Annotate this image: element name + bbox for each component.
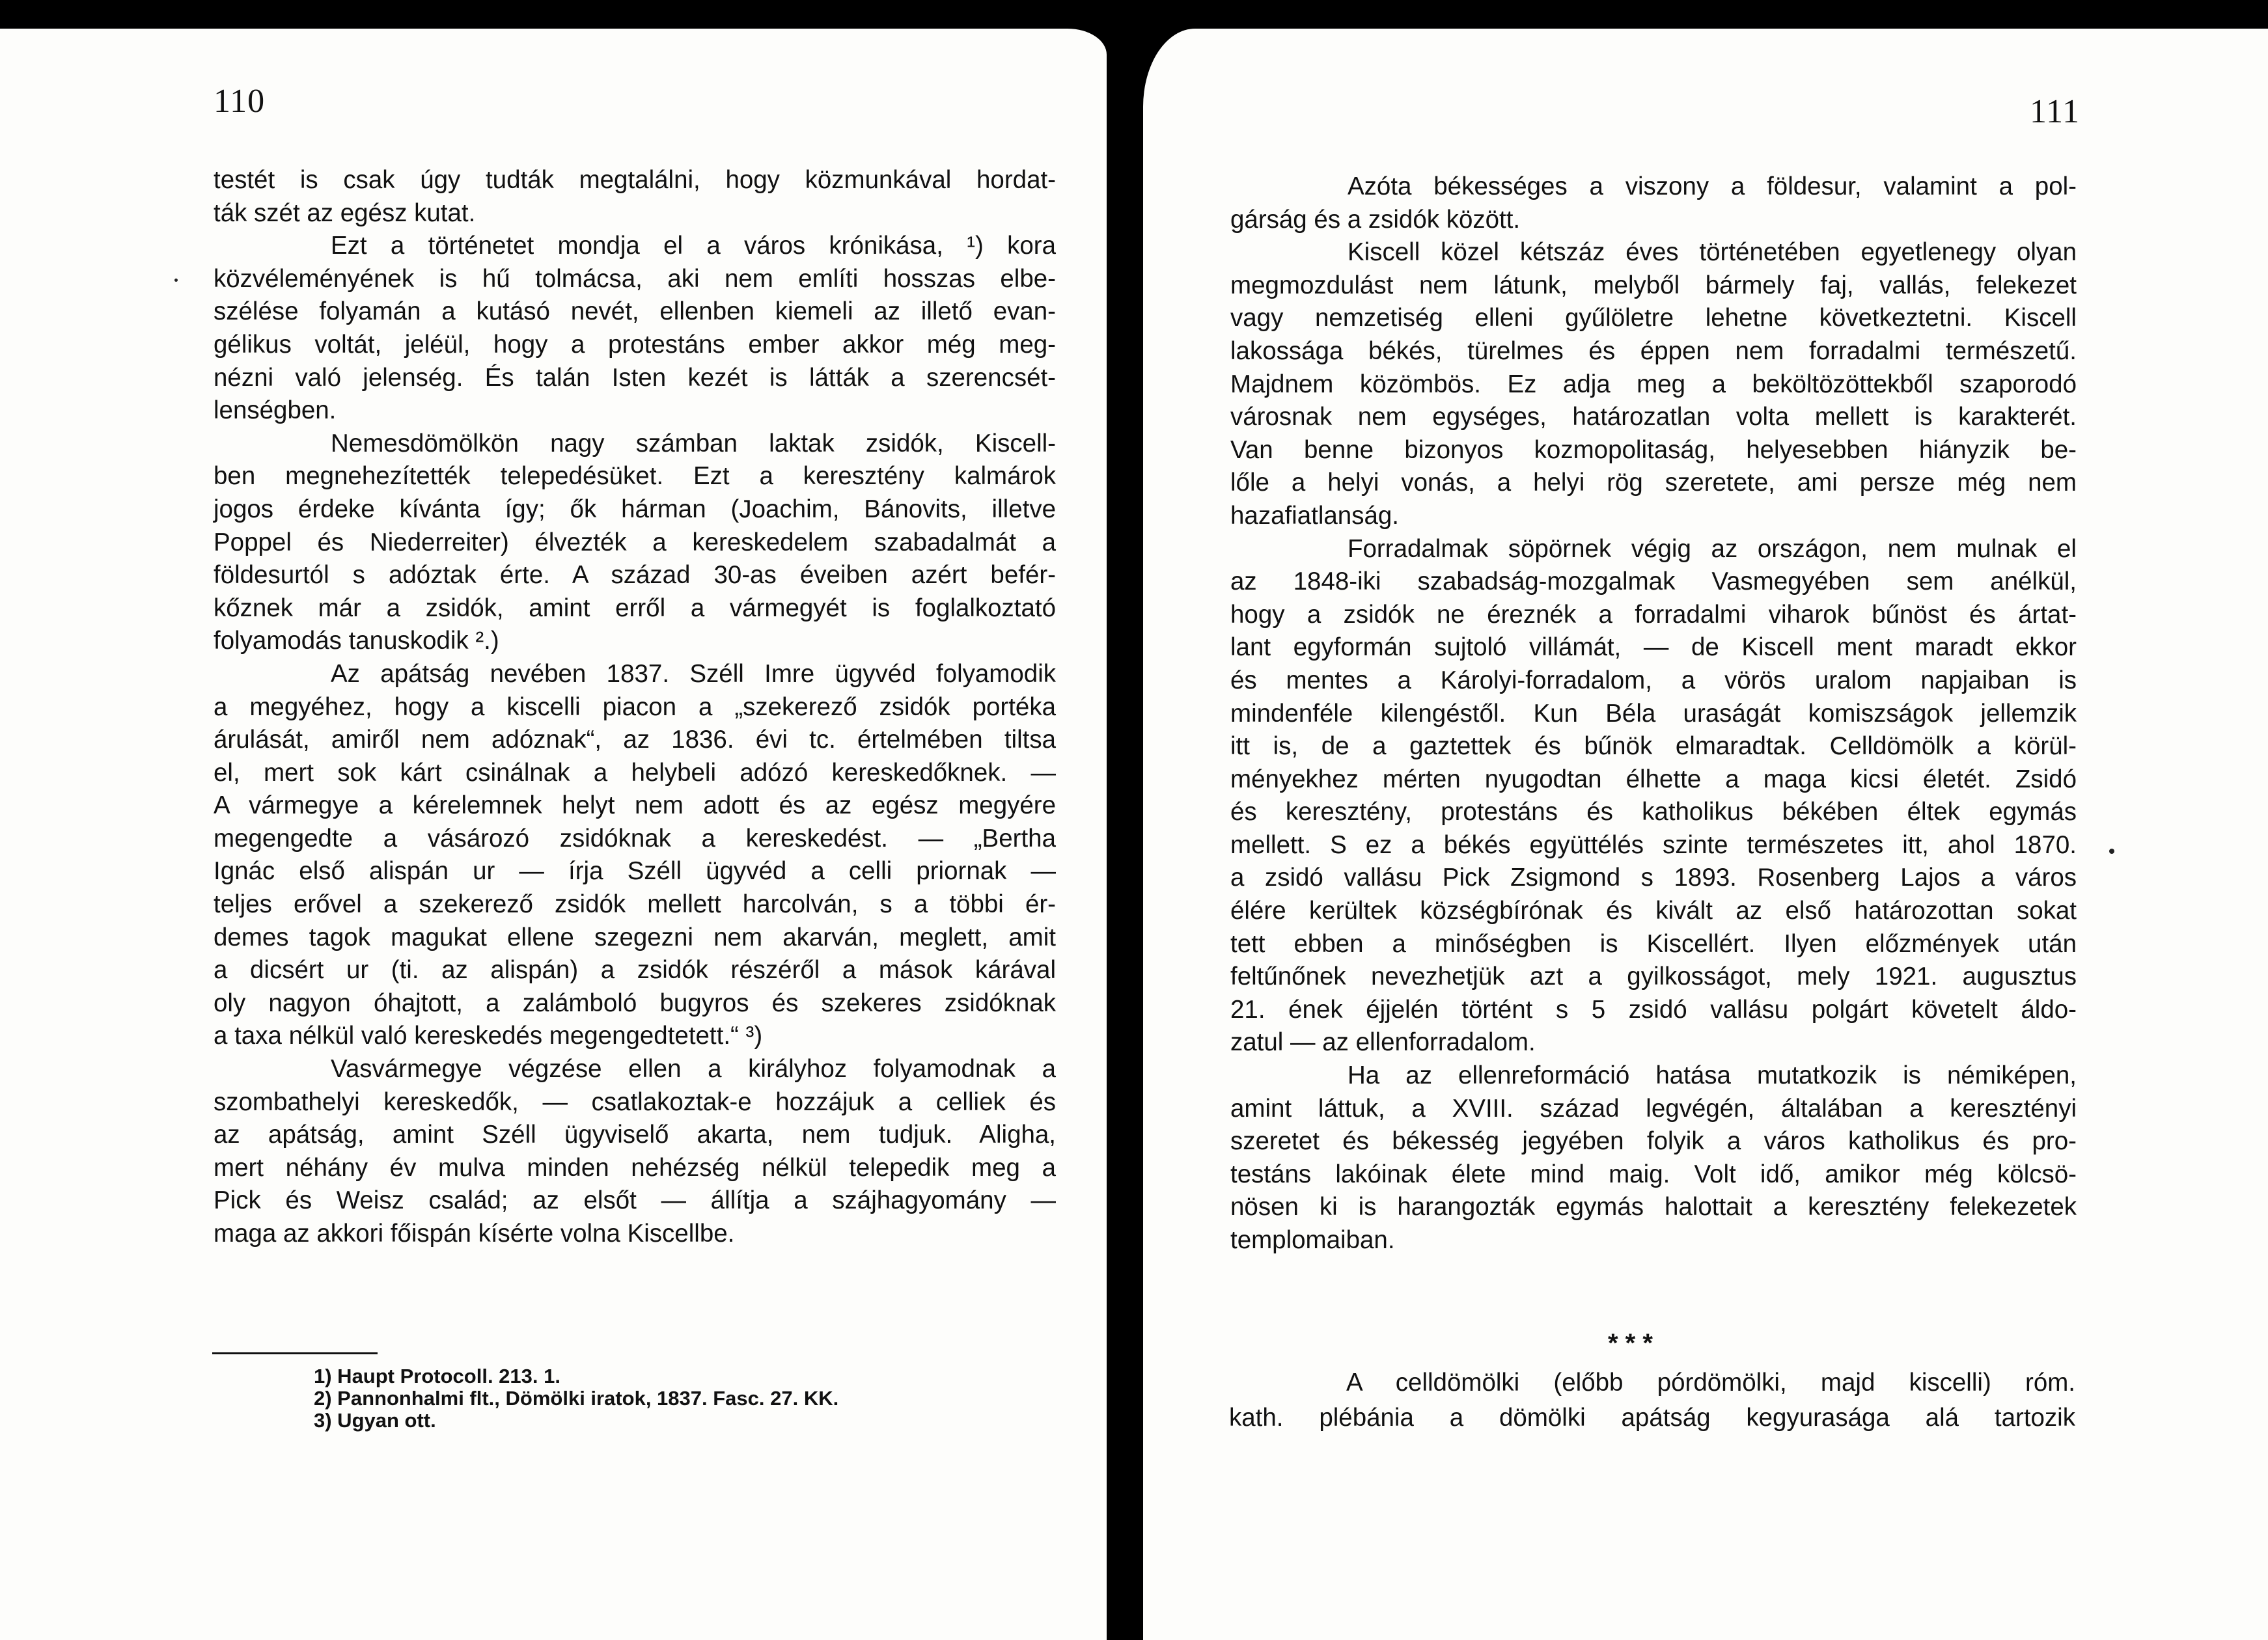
text-line: itt is, de a gaztettek és bűnök elmaradtak. Celldömölk a körül- — [1230, 732, 2077, 761]
text-line: teljes erővel a szekerező zsidók mellett harcolván, s a többi ér- — [214, 890, 1056, 919]
footnote-divider — [212, 1352, 378, 1354]
text-line: gélikus voltát, jeléül, hogy a protestáns ember akkor még meg- — [214, 330, 1056, 359]
text-line: szeretet és békesség jegyében folyik a város katholikus és pro- — [1230, 1127, 2077, 1156]
text-line: Poppel és Niederreiter) élvezték a kereskedelem szabadalmát a — [214, 528, 1056, 556]
text-line: ták szét az egész kutat. — [214, 198, 476, 227]
text-line: mindenféle kilengéstől. Kun Béla uraságát komiszságok jellemzik — [1230, 699, 2077, 728]
footnotes — [314, 1365, 838, 1432]
text-line: Nemesdömölkön nagy számban laktak zsidók, Kiscell- — [331, 429, 1056, 458]
left-page-number: 110 — [214, 83, 266, 120]
text-line: Majdnem közömbös. Ez adja meg a beköltözöttekből szaporodó — [1230, 370, 2077, 398]
text-line: demes tagok magukat ellene szegezni nem akarván, meglett, amit — [214, 923, 1056, 951]
text-line: városnak nem egységes, határozatlan volta mellett is karakterét. — [1230, 403, 2077, 431]
text-line: nézni való jelenség. És talán Isten kezét is látták a szerencsét- — [214, 363, 1056, 392]
text-line: Pick és Weisz család; az elsőt — állítja a szájhagyomány — — [214, 1186, 1056, 1215]
text-line: élére kerültek községbírónak és kivált az első határozottan sokat — [1230, 897, 2077, 925]
text-line: folyamodás tanuskodik ².) — [214, 627, 499, 655]
text-line: az 1848-iki szabadság-mozgalmak Vasmegyében sem anélkül, — [1230, 567, 2077, 596]
text-line: el, mert sok kárt csinálnak a helybeli adózó kereskedőknek. — — [214, 758, 1056, 787]
text-line: Van benne bizonyos kozmopolitaság, helyesebben hiányzik be- — [1230, 435, 2077, 464]
text-line: kőznek már a zsidók, amint erről a vármegyét is foglalkoztató — [214, 594, 1056, 622]
text-line: és mentes a Károlyi-forradalom, a vörös uralom napjaiban is — [1230, 666, 2077, 694]
right-page-final-paragraph — [1229, 1365, 2075, 1436]
text-line: közvéleményének is hű tolmácsa, aki nem említi hosszas elbe- — [214, 264, 1056, 293]
text-line: testáns lakóinak élete mind maig. Volt idő, amikor még kölcsö- — [1230, 1160, 2077, 1188]
text-line: megengedte a vásározó zsidóknak a kereskedést. — „Bertha — [214, 824, 1056, 853]
print-speck — [174, 279, 178, 282]
text-line: templomaiban. — [1230, 1226, 1395, 1254]
left-page-body — [214, 164, 1056, 1251]
text-line: hogy a zsidók ne éreznék a forradalmi viharok bűnöst és ártat- — [1230, 600, 2077, 629]
text-line: mellett. S ez a békés együttélés szinte természetes itt, ahol 1870. — [1230, 830, 2077, 859]
text-line: Ezt a történetet mondja el a város krónikása, ¹) kora — [331, 232, 1056, 260]
text-line: nösen ki is harangozták egymás halottait a keresztény felekezetek — [1230, 1193, 2077, 1222]
text-line: és keresztény, protestáns és katholikus békében éltek egymás — [1230, 798, 2077, 827]
text-line: hazafiatlanság. — [1230, 501, 1399, 530]
text-line: Kiscell közel kétszáz éves történetében egyetlenegy olyan — [1348, 238, 2077, 267]
text-line: oly nagyon óhajtott, a zalámboló bugyros és szekeres zsidóknak — [214, 989, 1056, 1017]
text-line: jogos érdeke kívánta így; ők hárman (Joachim, Bánovits, illetve — [214, 495, 1056, 523]
text-line: maga az akkori főispán kísérte volna Kiscellbe. — [214, 1220, 735, 1248]
text-line: a taxa nélkül való kereskedés megengedtetett.“ ³) — [214, 1022, 763, 1050]
text-line: az apátság, amint Széll ügyviselő akarta, nem tudjuk. Aligha, — [214, 1121, 1056, 1149]
text-line: a megyéhez, hogy a kiscelli piacon a „szekerező zsidók portéka — [214, 692, 1056, 721]
text-line: megmozdulást nem látunk, melyből bármely faj, vallás, felekezet — [1230, 271, 2077, 299]
text-line: lant egyformán sujtoló villámát, — de Kiscell ment maradt ekkor — [1230, 633, 2077, 662]
footnote: 2) Pannonhalmi flt., Dömölki iratok, 1837. Fasc. 27. KK. — [314, 1387, 839, 1410]
text-line: Ignác első alispán ur — írja Széll ügyvéd a celli priornak — — [214, 857, 1056, 886]
right-page-number: 111 — [2030, 93, 2081, 130]
text-line: lakossága békés, türelmes és éppen nem forradalmi természetű. — [1230, 336, 2077, 365]
text-line: szélése folyamán a kutásó nevét, ellenben kiemeli az illető evan- — [214, 297, 1056, 326]
text-line: ményekhez mérten nyugodtan élhette a maga kicsi életét. Zsidó — [1230, 765, 2077, 793]
text-line: 21. ének éjjelén történt s 5 zsidó vallásu polgárt követelt áldo- — [1230, 995, 2077, 1024]
text-line: Forradalmak söpörnek végig az országon, nem mulnak el — [1348, 534, 2077, 563]
text-line: ben megnehezítették telepedésüket. Ezt a keresztény kalmárok — [214, 462, 1056, 491]
text-line: testét is csak úgy tudták megtalálni, hogy közmunkával hordat- — [214, 166, 1056, 194]
footnote: 3) Ugyan ott. — [314, 1409, 436, 1432]
text-line: feltűnőnek nevezhetjük azt a gyilkosságot, mely 1921. augusztus — [1230, 963, 2077, 991]
text-line: földesurtól s adóztak érte. A század 30-as éveiben azért befér- — [214, 561, 1056, 590]
text-line: Ha az ellenreformáció hatása mutatkozik is némiképen, — [1348, 1061, 2077, 1090]
text-line: gárság és a zsidók között. — [1230, 205, 1521, 234]
text-line: A vármegye a kérelemnek helyt nem adott és az egész megyére — [214, 791, 1056, 820]
text-line: Vasvármegye végzése ellen a királyhoz folyamodnak a — [331, 1055, 1056, 1084]
print-speck — [2109, 849, 2114, 854]
asterism: * * * — [1608, 1329, 1653, 1358]
text-line: kath. plébánia a dömölki apátság kegyurasága alá tartozik — [1229, 1404, 2075, 1432]
right-page-body — [1230, 171, 2077, 1257]
text-line: zatul — az ellenforradalom. — [1230, 1028, 1536, 1057]
text-line: lenségben. — [214, 396, 337, 425]
text-line: Az apátság nevében 1837. Széll Imre ügyvéd folyamodik — [331, 659, 1056, 688]
footnote: 1) Haupt Protocoll. 213. 1. — [314, 1365, 560, 1387]
text-line: amint láttuk, a XVIII. század legvégén, általában a keresztényi — [1230, 1094, 2077, 1123]
text-line: vagy nemzetiség elleni gyűlöletre lehetne következtetni. Kiscell — [1230, 304, 2077, 333]
text-line: lőle a helyi vonás, a helyi rög szeretete, ami persze még nem — [1230, 469, 2077, 497]
text-line: A celldömölki (előbb pórdömölki, majd kiscelli) róm. — [1346, 1369, 2075, 1397]
text-line: szombathelyi kereskedők, — csatlakoztak-e hozzájuk a celliek és — [214, 1087, 1056, 1116]
text-line: árulását, amiről nem adóznak“, az 1836. évi tc. értelmében tiltsa — [214, 726, 1056, 754]
text-line: a zsidó vallásu Pick Zsigmond s 1893. Rosenberg Lajos a város — [1230, 864, 2077, 892]
text-line: tett ebben a minőségben is Kiscellért. Ilyen előzmények után — [1230, 929, 2077, 958]
text-line: Azóta békességes a viszony a földesur, valamint a pol- — [1348, 172, 2077, 200]
text-line: a dicsért ur (ti. az alispán) a zsidók részéről a mások kárával — [214, 956, 1056, 985]
text-line: mert néhány év mulva minden nehézség nélkül telepedik meg a — [214, 1153, 1056, 1182]
